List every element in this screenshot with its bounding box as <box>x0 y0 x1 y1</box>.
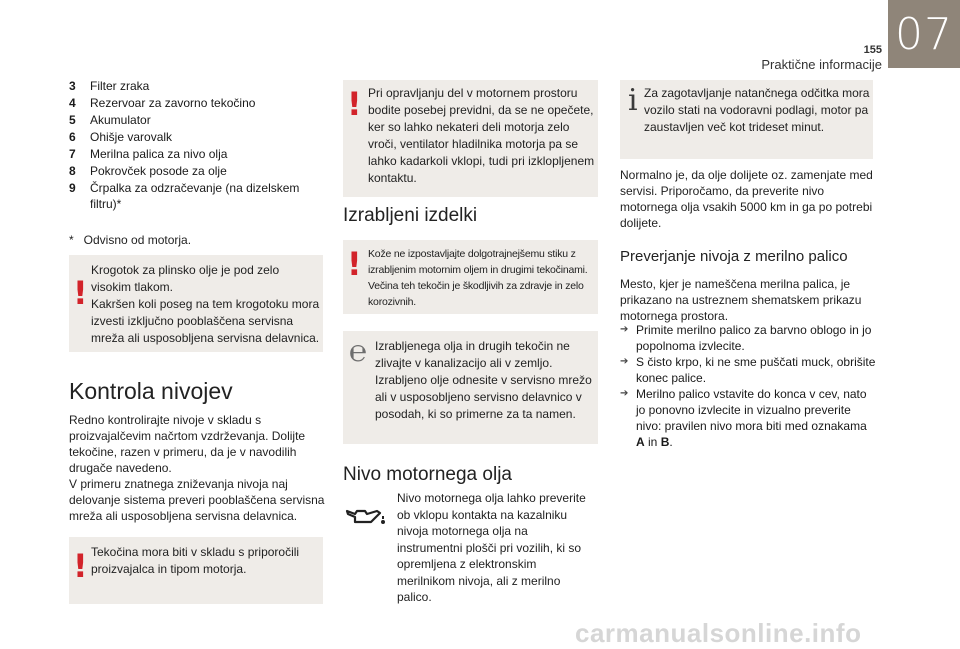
list-item: 8 Pokrovček posode za olje <box>69 164 227 178</box>
exclamation-warning-icon: ! <box>73 274 88 312</box>
exclamation-warning-icon: ! <box>347 85 362 123</box>
normal-text: Normalno je, da olje dolijete oz. zamenjate med servisi. Priporočamo, da preverite nivo motornega olja vsakih 5000 km in ga po potrebi dolijete. <box>620 168 873 230</box>
environment-text: Izrabljenega olja in drugih tekočin ne zlivajte v kanalizacijo ali v zemljo. Izrabljeno olje odnesite v servisno mrežo ali v usposobljeno servisno delavnico v posodah, ki so primerne za ta namen. <box>375 339 592 421</box>
preverjanje-steps <box>620 322 878 450</box>
mark-b: B <box>660 435 670 449</box>
environment-leaf-icon: ℮ <box>349 334 368 369</box>
list-item: 9 Črpalka za odzračevanje (na dizelskem filtru)* <box>69 181 300 211</box>
list-item: ➔ S čisto krpo, ki ne sme puščati muck, obrišite konec palice. <box>620 355 876 385</box>
oil-can-icon <box>345 505 387 527</box>
chapter-number: 07 <box>888 0 960 68</box>
warning-box-skin <box>343 240 598 314</box>
mark-a: A <box>636 435 645 449</box>
environment-box <box>343 331 598 444</box>
parts-list <box>69 78 329 213</box>
section-heading-nivo-olja: Nivo motornega olja <box>343 464 512 485</box>
section-heading-preverjanje: Preverjanje nivoja z merilno palico <box>620 248 848 265</box>
warning-box-fluid <box>69 537 323 604</box>
warning-text: Krogotok za plinsko olje je pod zelo visokim tlakom. Kakršen koli poseg na tem krogotoku mora izvesti izključno pooblaščena servisna mreža ali usposobljena servisna delavnica. <box>91 263 320 345</box>
list-item: ➔ Primite merilno palico za barvno oblogo in jo popolnoma izvlecite. <box>620 323 872 353</box>
exclamation-warning-icon: ! <box>347 245 362 283</box>
watermark: carmanualsonline.info <box>575 618 862 648</box>
footnote: * Odvisno od motorja. <box>69 233 192 247</box>
nivo-olja-text: Nivo motornega olja lahko preverite ob vklopu kontakta na kazalniku nivoja motornega olja na instrumentni plošči pri vozilih, ki so opremljena z elektronskim merilnikom nivoja, ali z merilno palico. <box>397 491 586 604</box>
list-item: 6 Ohišje varovalk <box>69 130 173 144</box>
list-item: 5 Akumulator <box>69 113 151 127</box>
arrow-bullet-icon: ➔ <box>620 324 629 335</box>
warning-text: Kože ne izpostavljajte dolgotrajnejšemu stiku z izrabljenim motornim oljem in drugimi tekočinami. Večina teh tekočin je škodljivih za zdravje in zelo korozivnih. <box>368 248 588 308</box>
info-box <box>620 80 873 159</box>
preverjanje-intro: Mesto, kjer je nameščena merilna palica, je prikazano na ustreznem shematskem prikazu motornega prostora. <box>620 277 862 323</box>
section-heading-izrabljeni: Izrabljeni izdelki <box>343 205 478 226</box>
arrow-bullet-icon: ➔ <box>620 356 629 367</box>
section-heading-kontrola: Kontrola nivojev <box>69 378 233 404</box>
info-text: Za zagotavljanje natančnega odčitka mora vozilo stati na vodoravni podlagi, motor pa zaustavljen več kot trideset minut. <box>644 86 870 134</box>
arrow-bullet-icon: ➔ <box>620 388 629 399</box>
warning-text: Pri opravljanju del v motornem prostoru bodite posebej previdni, da se ne opečete, ker so lahko nekateri deli motorja zelo vroči, ventilator hladilnika motorja pa se lahko kadarkoli vklopi, tudi pri izklopljenem kontaktu. <box>368 86 595 185</box>
exclamation-warning-icon: ! <box>73 547 88 585</box>
kontrola-text: Redno kontrolirajte nivoje v skladu s proizvajalčevim načrtom vzdrževanja. Dolijte tekočine, razen v primeru, da je v navodilih drugače navedeno. V primeru znatnega zniževanja nivoja naj delovanje sistema preveri pooblaščena servisna mreža ali usposobljena servisna delavnica. <box>69 413 325 523</box>
list-item: 4 Rezervoar za zavorno tekočino <box>69 96 256 110</box>
warning-box-engine-work <box>343 80 598 197</box>
info-icon: i <box>628 83 638 118</box>
page-number: 155 <box>863 44 882 56</box>
warning-text: Tekočina mora biti v skladu s priporočili proizvajalca in tipom motorja. <box>91 545 300 576</box>
list-item: 7 Merilna palica za nivo olja <box>69 147 228 161</box>
list-item: 3 Filter zraka <box>69 79 150 93</box>
list-item: ➔ Merilno palico vstavite do konca v cev, nato jo ponovno izvlecite in vizualno preverite nivo: pravilen nivo mora biti med oznakama A in B. <box>620 387 867 449</box>
section-title: Praktične informacije <box>761 57 882 72</box>
warning-box-filler-cap <box>69 255 323 352</box>
